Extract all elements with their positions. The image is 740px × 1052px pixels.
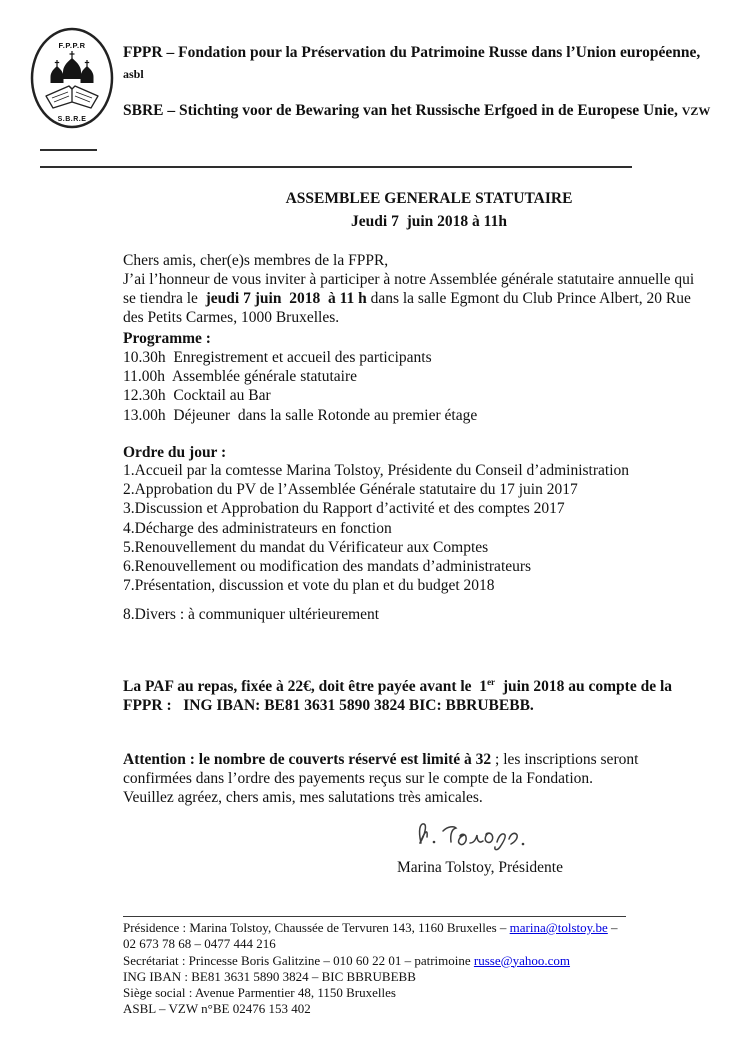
footer-secretariat-line [123, 953, 695, 969]
footer-iban-line: ING IBAN : BE81 3631 5890 3824 – BIC BBRUBEBB [123, 968, 416, 984]
agenda-heading: Ordre du jour : [123, 444, 227, 461]
programme-item: 12.30h Cocktail au Bar [123, 387, 271, 405]
document-date-title: Jeudi 7 juin 2018 à 11h [351, 213, 507, 230]
org-name-fr: FPPR – Fondation pour la Préservation du Patrimoine Russe dans l’Union européenne, [123, 44, 701, 61]
programme-heading: Programme : [123, 330, 211, 347]
secretariat-email-link[interactable]: russe@yahoo.com [473, 952, 571, 968]
closing-salutation: Veuillez agréez, chers amis, mes salutations très amicales. [123, 789, 483, 806]
agenda-list [123, 461, 723, 595]
fppr-sbre-logo-icon [28, 26, 116, 135]
handwritten-signature-icon [412, 814, 532, 861]
agenda-item: 2.Approbation du PV de l’Assemblée Générale statutaire du 17 juin 2017 [123, 481, 578, 499]
footer-presidence-text: Présidence : Marina Tolstoy, Chaussée de Tervuren 143, 1160 Bruxelles – [123, 920, 510, 935]
org-name-nl [123, 102, 710, 120]
logo-bottom-text: S.B.R.E [57, 116, 87, 123]
footer-registration-line: ASBL – VZW n°BE 02476 153 402 [123, 1001, 311, 1017]
agenda-item: 1.Accueil par la comtesse Marina Tolstoy, Présidente du Conseil d’administration [123, 462, 629, 479]
org-nl-text: SBRE – Stichting voor de Bewaring van het Russische Erfgoed in de Europese Unie, [123, 102, 682, 119]
attention-paragraph [123, 750, 709, 788]
footer-divider-line [123, 916, 626, 917]
payment-instructions [123, 677, 701, 715]
paf-pre: La PAF au repas, fixée à 22€, doit être payée avant le 1 [123, 678, 488, 695]
programme-item: 13.00h Déjeuner dans la salle Rotonde au premier étage [123, 406, 478, 424]
footer-address-line: Siège social : Avenue Parmentier 48, 1150 Bruxelles [123, 985, 396, 1001]
footer-presidence-line [123, 920, 695, 936]
programme-item: 10.30h Enregistrement et accueil des participants [123, 349, 432, 366]
intro-date-bold: jeudi 7 juin 2018 à 11 h [201, 290, 371, 308]
short-divider-line [40, 149, 97, 151]
org-fr-suffix: asbl [123, 67, 144, 81]
agenda-item: 6.Renouvellement ou modification des mandats d’administrateurs [123, 558, 532, 576]
paf-post: juin 2018 au compte de la FPPR : ING IBAN: BE81 3631 5890 3824 BIC: BBRUBEBB. [123, 678, 676, 715]
org-nl-suffix: VZW [681, 104, 711, 118]
programme-item: 11.00h Assemblée générale statutaire [123, 368, 357, 386]
footer-presidence-tail: – [607, 920, 618, 935]
programme-list [123, 348, 723, 425]
attention-bold: Attention : le nombre de couverts réservé est limité à 32 [123, 751, 492, 768]
agenda-item-divers: 8.Divers : à communiquer ultérieurement [123, 606, 380, 623]
long-divider-line [40, 166, 632, 168]
agenda-item: 5.Renouvellement du mandat du Vérificateur aux Comptes [123, 538, 489, 556]
salutation: Chers amis, cher(e)s membres de la FPPR, [123, 252, 389, 269]
agenda-item: 7.Présentation, discussion et vote du plan et du budget 2018 [123, 577, 495, 595]
intro-paragraph [123, 270, 701, 328]
agenda-item: 3.Discussion et Approbation du Rapport d’activité et des comptes 2017 [123, 500, 565, 518]
logo-top-text: F.P.P.R [58, 41, 86, 50]
footer [123, 920, 695, 1018]
agenda-item: 4.Décharge des administrateurs en fonction [123, 519, 392, 537]
attention-rest: ; les inscriptions seront confirmées dans l’ordre des payements reçus sur le compte de la Fondation. [123, 751, 643, 788]
footer-phone-line: 02 673 78 68 – 0477 444 216 [123, 936, 276, 952]
presidence-email-link[interactable]: marina@tolstoy.be [509, 920, 608, 935]
intro-pre: J’ai l’honneur de vous inviter à participer à notre Assemblée générale statutaire annuelle qui se tiendra le [123, 271, 699, 308]
intro-post: dans la salle Egmont du Club Prince Albert, 20 Rue des Petits Carmes, 1000 Bruxelles. [123, 290, 695, 327]
footer-secretariat-text: Secrétariat : Princesse Boris Galitzine – 010 60 22 01 – patrimoine [123, 952, 474, 968]
document-title: ASSEMBLEE GENERALE STATUTAIRE [285, 190, 573, 207]
paf-ordinal-sup: er [487, 676, 496, 687]
signatory-name: Marina Tolstoy, Présidente [397, 859, 563, 876]
